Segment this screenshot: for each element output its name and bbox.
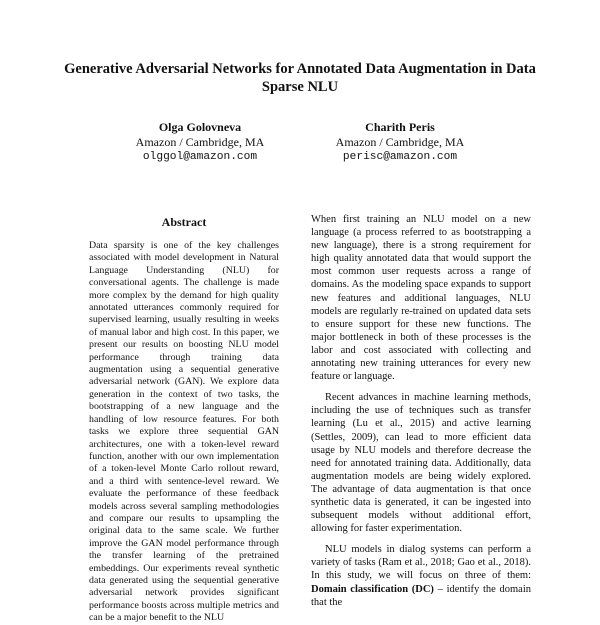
abstract-text: Data sparsity is one of the key challenges associated with model development in Natural Language Understanding (NLU) for conversational agents. The challenge is made more complex by the demand for high quality annotated utterances commonly required for supervised learning, usually resulting in weeks of manual labor and high cost. In this paper, we present our results on boosting NLU model performance through training data augmentation using a sequential generative adversarial network (GAN). We explore data generation in the context of two tasks, the bootstrapping of a new language and the handling of low resource features. For both tasks we explore three sequential GAN architectures, one with a token-level reward function, another with our own implementation of a token-level Monte Carlo rollout reward, and a third with sentence-level reward. We evaluate the performance of these feedback models across several sampling methodologies and compare our results to upsampling the original data to the same scale. We further improve the GAN model performance through the transfer learning of the pretrained embeddings. Our experiments reveal synthetic data generated using the sequential generative adversarial network provides significant performance boosts across multiple metrics and can be a major benefit to the NLU xyxy=(89,240,279,624)
intro-column xyxy=(311,213,532,608)
abstract-heading: Abstract xyxy=(161,215,207,229)
para3-start: NLU models in dialog systems can perform a variety of tasks (Ram et al., 2018; Gao et al., 2018). In this study, we will focus on three of them: xyxy=(311,544,531,582)
author-email: perisc@amazon.com xyxy=(342,151,458,163)
body-paragraph-2: Recent advances in machine learning methods, including the use of techniques such as transfer learning (Lu et al., 2015) and active learning (Settles, 2009), can lead to more efficient data usage by NLU models and therefore decrease the need for annotated training data. Additionally, data augmentation models are being widely explored. The advantage of data augmentation is that once synthetic data is generated, it can be ingested into subsequent models without additional effort, allowing for faster experimentation. xyxy=(311,392,531,535)
author-affiliation: Amazon / Cambridge, MA xyxy=(335,135,465,149)
author-email: olggol@amazon.com xyxy=(142,151,258,163)
author-block-1 xyxy=(110,120,290,165)
author-name: Charith Peris xyxy=(365,120,435,134)
author-block-2 xyxy=(310,120,490,165)
paper-title: Generative Adversarial Networks for Annotated Data Augmentation in Data Sparse NLU xyxy=(64,61,536,95)
domain-classification-term: Domain classification (DC) xyxy=(311,583,434,595)
body-paragraph-1: When first training an NLU model on a new language (a process referred to as bootstrapping a new language), there is a strong requirement for high quality annotated data that would support the most common user requests across a range of domains. As the modeling space expands to support new features and additional languages, NLU models are regularly re-trained on updated data sets to ensure support for these new functions. The major bottleneck in both of these processes is the labor and cost associated with collecting and annotating new training utterances for every new feature or language. xyxy=(311,214,531,383)
author-name: Olga Golovneva xyxy=(158,120,242,134)
author-affiliation: Amazon / Cambridge, MA xyxy=(135,135,265,149)
para3-end: – identify the domain that the xyxy=(311,583,532,608)
body-paragraph-3 xyxy=(311,543,531,608)
